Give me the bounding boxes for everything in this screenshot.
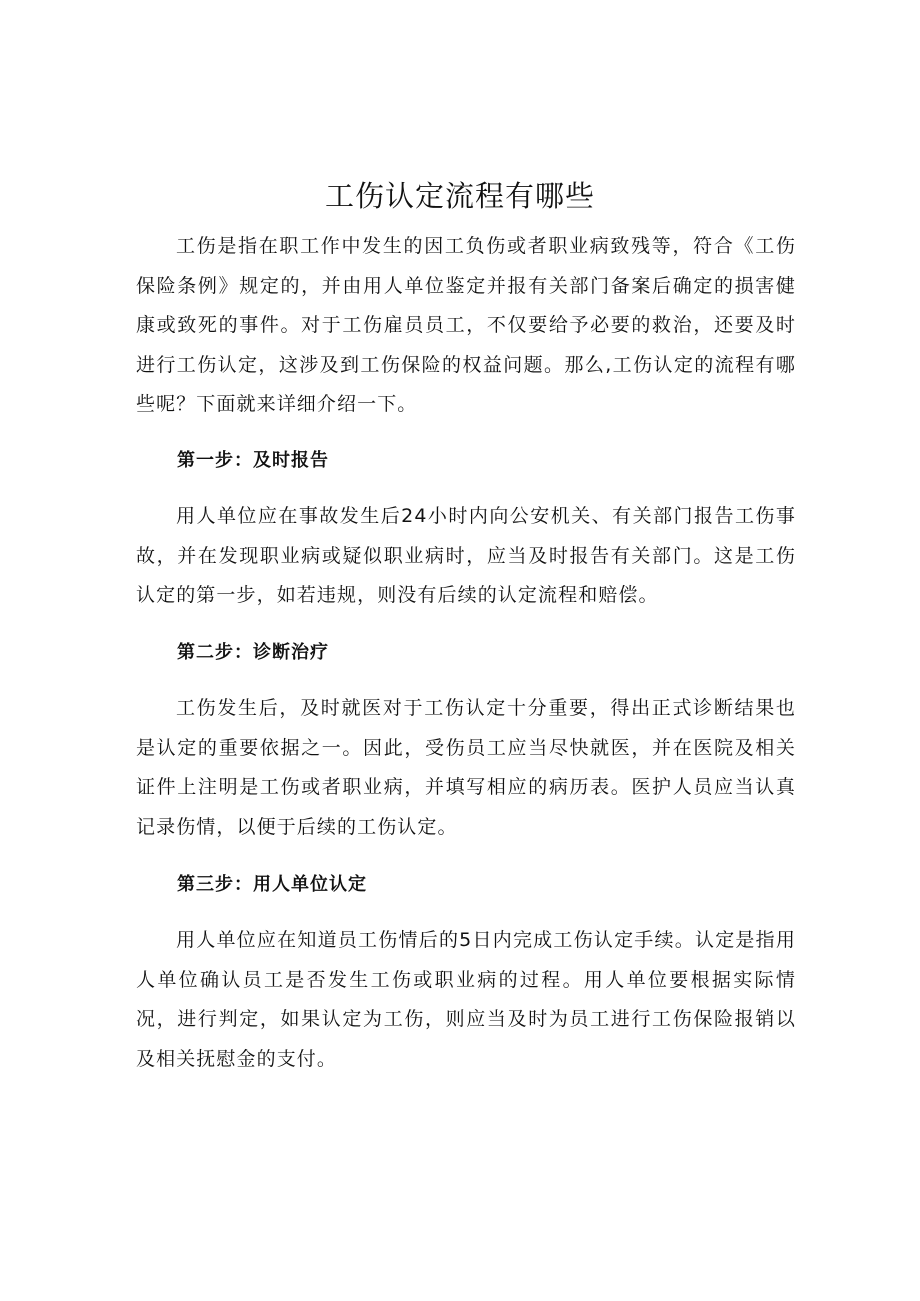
step-1-heading: 第一步：及时报告 (177, 450, 329, 471)
step-3-body: 用人单位应在知道员工伤情后的5日内完成工伤认定手续。认定是指用人单位确认员工是否发生工伤或职业病的过程。用人单位要根据实际情况，进行判定，如果认定为工伤，则应当及时为员工进行工伤保险报销以及相关抚慰金的支付。 (136, 929, 796, 1070)
step-3-heading: 第三步：用人单位认定 (177, 874, 367, 895)
intro-paragraph: 工伤是指在职工作中发生的因工负伤或者职业病致残等，符合《工伤保险条例》规定的，并由用人单位鉴定并报有关部门备案后确定的损害健康或致死的事件。对于工伤雇员员工，不仅要给予必要的救治，还要及时进行工伤认定，这涉及到工伤保险的权益问题。那么,工伤认定的流程有哪些呢？下面就来详细介绍一下。 (136, 235, 796, 416)
document-title: 工伤认定流程有哪些 (324, 179, 595, 213)
step-2-body: 工伤发生后，及时就医对于工伤认定十分重要，得出正式诊断结果也是认定的重要依据之一。因此，受伤员工应当尽快就医，并在医院及相关证件上注明是工伤或者职业病，并填写相应的病历表。医护人员应当认真记录伤情，以便于后续的工伤认定。 (136, 697, 796, 838)
step-1-body: 用人单位应在事故发生后24小时内向公安机关、有关部门报告工伤事故，并在发现职业病或疑似职业病时，应当及时报告有关部门。这是工伤认定的第一步，如若违规，则没有后续的认定流程和赔偿。 (136, 505, 796, 607)
step-2-heading: 第二步：诊断治疗 (177, 642, 329, 663)
